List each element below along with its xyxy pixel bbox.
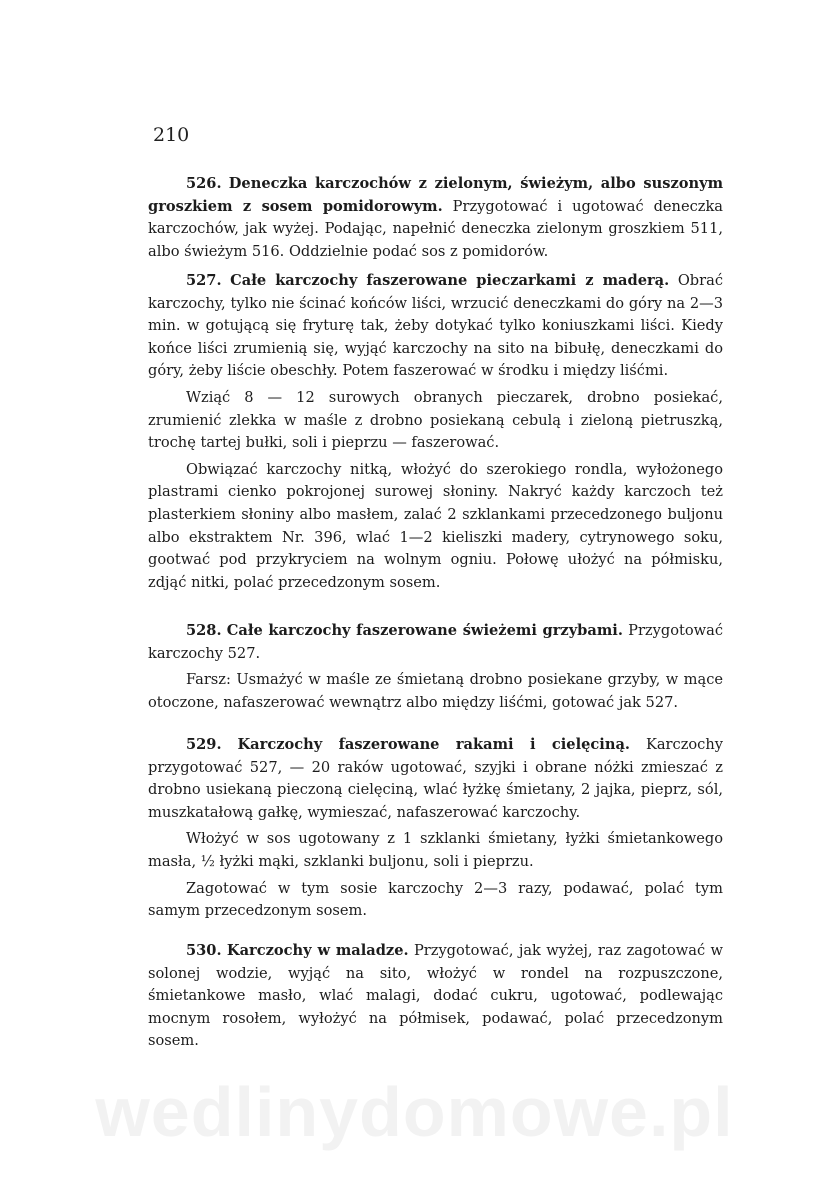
recipe-text: Przygotować i ugotować deneczka karczochów, jak wyżej. Podając, napełnić deneczka zielonym groszkiem 511, albo świeżym 516. Oddzielnie podać sos z pomidorów. [148, 197, 723, 260]
recipe-paragraph [148, 270, 723, 383]
watermark: wedlinydomowe.pl [95, 1073, 734, 1151]
recipe-paragraph [148, 620, 723, 665]
recipe-528 [148, 620, 723, 714]
recipe-text: Przygotować, jak wyżej, raz zagotować w solonej wodzie, wyjąć na sito, włożyć w rondel na rozpuszczone, śmietankowe masło, wlać malagi, dodać cukru, ugotować, podlewając mocnym rosołem, wyłożyć na półmisek, podawać, polać przecedzonym sosem. [148, 942, 723, 1050]
recipe-title: Karczochy w maladze. [226, 942, 409, 959]
recipe-paragraph: Wziąć 8 — 12 surowych obranych pieczarek, drobno posiekać, zrumienić zlekka w maśle z drobno posiekaną cebulą i zieloną pietruszką, trochę tartej bułki, soli i pieprzu — faszerować. [148, 388, 723, 452]
recipe-text: Przygotować karczochy 527. [148, 622, 723, 662]
recipe-526 [148, 173, 723, 263]
recipe-number: 527. [186, 272, 222, 289]
recipe-number: 529. [186, 736, 222, 753]
recipe-text: Obrać karczochy, tylko nie ścinać końców liści, wrzucić deneczkami do góry na 2—3 min. w gotującą się fryturę tak, żeby dotykać tylko koniuszkami liści. Kiedy końce liści zrumienią się, wyjąć karczochy na sito na bibułę, deneczkami do góry, żeby liście obeschły. Potem faszerować w środku i między liśćmi. [148, 272, 724, 380]
recipe-paragraph: Obwiązać karczochy nitką, włożyć do szerokiego rondla, wyłożonego plastrami cienko pokrojonej surowej słoniny. Nakryć każdy karczoch też plasterkiem słoniny albo masłem, zalać 2 szklankami przecedzonego buljonu albo ekstraktem Nr. 396, wlać 1—2 kieliszki madery, cytrynowego soku, gootwać pod przykryciem na wolnym ogniu. Połowę ułożyć na półmisku, zdjąć nitki, polać przecedzonym sosem. [148, 460, 723, 591]
recipe-number: 530. [186, 942, 222, 959]
recipe-529 [148, 734, 723, 923]
recipe-text: Karczochy przygotować 527, — 20 raków ugotować, szyjki i obrane nóżki zmieszać z drobno usiekaną pieczoną cielęciną, wlać łyżkę śmietany, 2 jajka, pieprz, sól, muszkatałową gałkę, wymieszać, nafaszerować karczochy. [148, 736, 723, 821]
recipe-paragraph: Farsz: Usmażyć w maśle ze śmietaną drobno posiekane grzyby, w mące otoczone, nafaszerować wewnątrz albo między liśćmi, gotować jak 527. [148, 671, 723, 711]
recipe-number: 526. [186, 175, 222, 192]
recipe-title: Całe karczochy faszerowane pieczarkami z maderą. [230, 272, 670, 289]
recipe-title: Karczochy faszerowane rakami i cielęciną. [237, 736, 630, 753]
recipe-paragraph [148, 940, 723, 1053]
recipe-title: Całe karczochy faszerowane świeżemi grzybami. [226, 622, 623, 639]
recipe-paragraph: Włożyć w sos ugotowany z 1 szklanki śmietany, łyżki śmietankowego masła, ½ łyżki mąki, szklanki buljonu, soli i pieprzu. [148, 830, 723, 870]
recipe-paragraph [148, 734, 723, 824]
recipe-530 [148, 940, 723, 1053]
recipe-paragraph [148, 173, 723, 263]
recipe-number: 528. [186, 622, 222, 639]
recipe-paragraph: Zagotować w tym sosie karczochy 2—3 razy, podawać, polać tym samym przecedzonym sosem. [148, 879, 723, 920]
recipe-527 [148, 270, 723, 594]
recipe-title: Deneczka karczochów z zielonym, świeżym, albo suszonym groszkiem z sosem pomidorowym. [148, 175, 724, 215]
page-number: 210 [153, 124, 190, 146]
